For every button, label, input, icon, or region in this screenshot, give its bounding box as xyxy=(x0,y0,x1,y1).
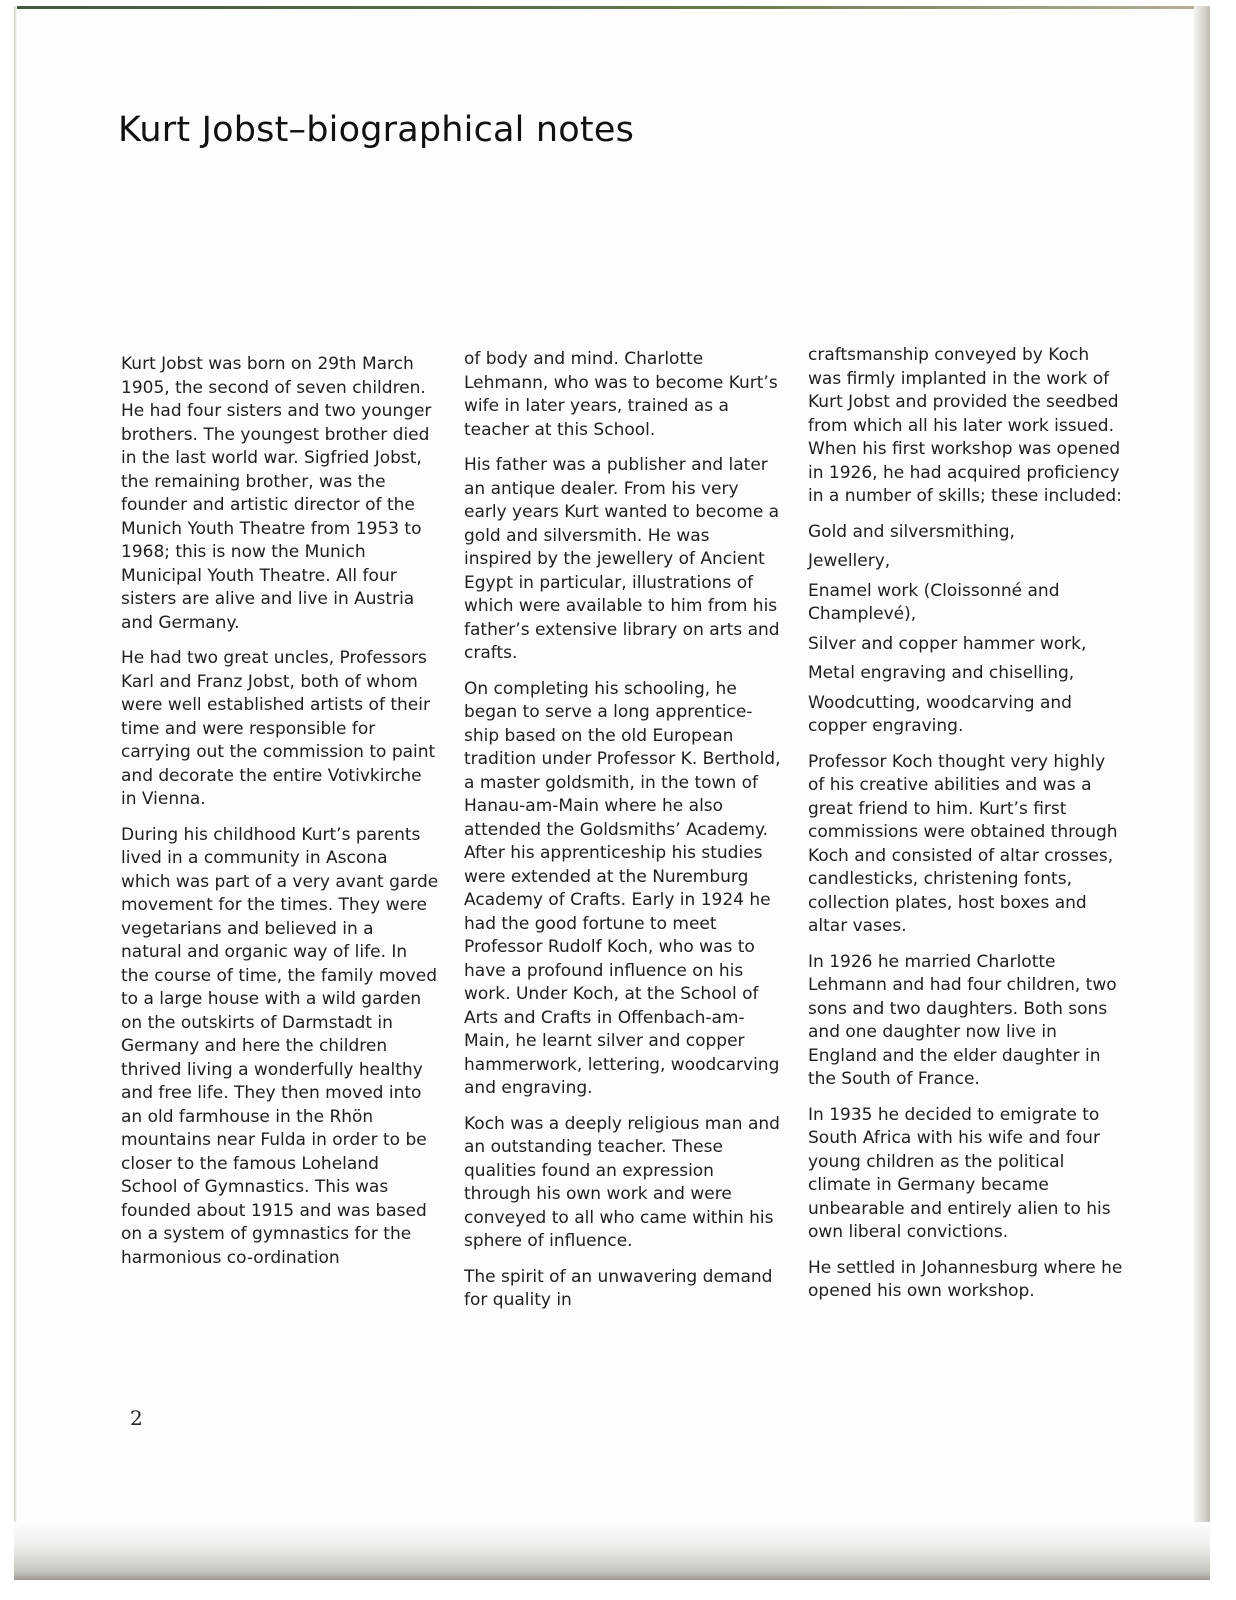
book-page xyxy=(14,6,1210,1580)
left-edge xyxy=(14,6,17,1580)
paragraph: The spirit of an unwavering demand for quality in xyxy=(464,1266,773,1310)
paragraph: Koch was a deeply religious man and an outstanding teacher. These qualities found an expression through his own work and were conveyed to all who came within his sphere of influence. xyxy=(464,1113,780,1251)
paragraph: He had two great uncles, Professors Karl and Franz Jobst, both of whom were well established artists of their time and were responsible for carrying out the commission to paint and decorate the entire Votivkirche in Vienna. xyxy=(121,648,436,809)
skill-item: Silver and copper hammer work, xyxy=(808,633,1087,654)
paragraph: In 1926 he married Charlotte Lehmann and had four children, two sons and two daughters. Both sons and one daughter now live in England and the elder daughter in the South of France. xyxy=(808,951,1117,1089)
text-column-1 xyxy=(121,353,439,1282)
paragraph: During his childhood Kurt’s parents lived in a community in Ascona which was part of a very avant garde movement for the times. They were vegetarians and believed in a natural and organic way of life. In the course of time, the family moved to a large house with a wild garden on the outskirts of Darmstadt in Germany and here the children thrived living a wonderfully healthy and free life. They then moved into an old farmhouse in the Rhön mountains near Fulda in order to be closer to the famous Loheland School of Gymnastics. This was founded about 1915 and was based on a system of gymnastics for the harmonious co-ordination xyxy=(121,824,439,1268)
paragraph: Kurt Jobst was born on 29th March 1905, the second of seven children. He had four sisters and two younger brothers. The youngest brother died in the last world war. Sigfried Jobst, the remaining brother, was the founder and artistic director of the Munich Youth Theatre from 1953 to 1968; this is now the Munich Municipal Youth Theatre. All four sisters are alive and live in Austria and Germany. xyxy=(121,354,432,633)
top-edge xyxy=(14,6,1210,9)
skill-item: Gold and silversmithing, xyxy=(808,521,1015,542)
page-edge-shadow xyxy=(1194,6,1210,1580)
text-column-3 xyxy=(808,344,1126,1316)
paragraph: He settled in Johannesburg where he opened his own workshop. xyxy=(808,1257,1123,1301)
skill-item: Enamel work (Cloissonné and Champlevé), xyxy=(808,580,1060,624)
paragraph: His father was a publisher and later an antique dealer. From his very early years Kurt wanted to become a gold and silversmith. He was inspired by the jewellery of Ancient Egypt in particular, illustrations of which were available to him from his father’s extensive library on arts and crafts. xyxy=(464,455,780,663)
paragraph: On completing his schooling, he began to serve a long apprentice-ship based on the old European tradition under Professor K. Berthold, a master goldsmith, in the town of Hanau-am-Main where he also attended the Goldsmiths’ Academy. After his apprenticeship his studies were extended at the Nuremburg Academy of Crafts. Early in 1924 he had the good fortune to meet Professor Rudolf Koch, who was to have a profound influence on his work. Under Koch, at the School of Arts and Crafts in Offenbach-am-Main, he learnt silver and copper hammerwork, lettering, woodcarving and engraving. xyxy=(464,678,781,1098)
paragraph: of body and mind. Charlotte Lehmann, who was to become Kurt’s wife in later years, trained as a teacher at this School. xyxy=(464,349,778,440)
text-column-2 xyxy=(464,348,782,1325)
skill-item: Jewellery, xyxy=(808,551,891,571)
paragraph: In 1935 he decided to emigrate to South Africa with his wife and four young children as the political climate in Germany became unbearable and entirely alien to his own liberal convictions. xyxy=(808,1104,1111,1242)
paragraph: craftsmanship conveyed by Koch was firmly implanted in the work of Kurt Jobst and provided the seedbed from which all his later work issued. When his first workshop was opened in 1926, he had acquired proficiency in a number of skills; these included: xyxy=(808,345,1122,506)
page-number: 2 xyxy=(130,1406,143,1430)
page-title: Kurt Jobst–biographical notes xyxy=(118,110,635,150)
skill-item: Woodcutting, woodcarving and copper engraving. xyxy=(808,692,1072,736)
paragraph: Professor Koch thought very highly of his creative abilities and was a great friend to him. Kurt’s first commissions were obtained through Koch and consisted of altar crosses, candlesticks, christening fonts, collection plates, host boxes and altar vases. xyxy=(808,751,1118,936)
skill-item: Metal engraving and chiselling, xyxy=(808,663,1075,683)
bottom-edge-shadow xyxy=(14,1522,1210,1580)
